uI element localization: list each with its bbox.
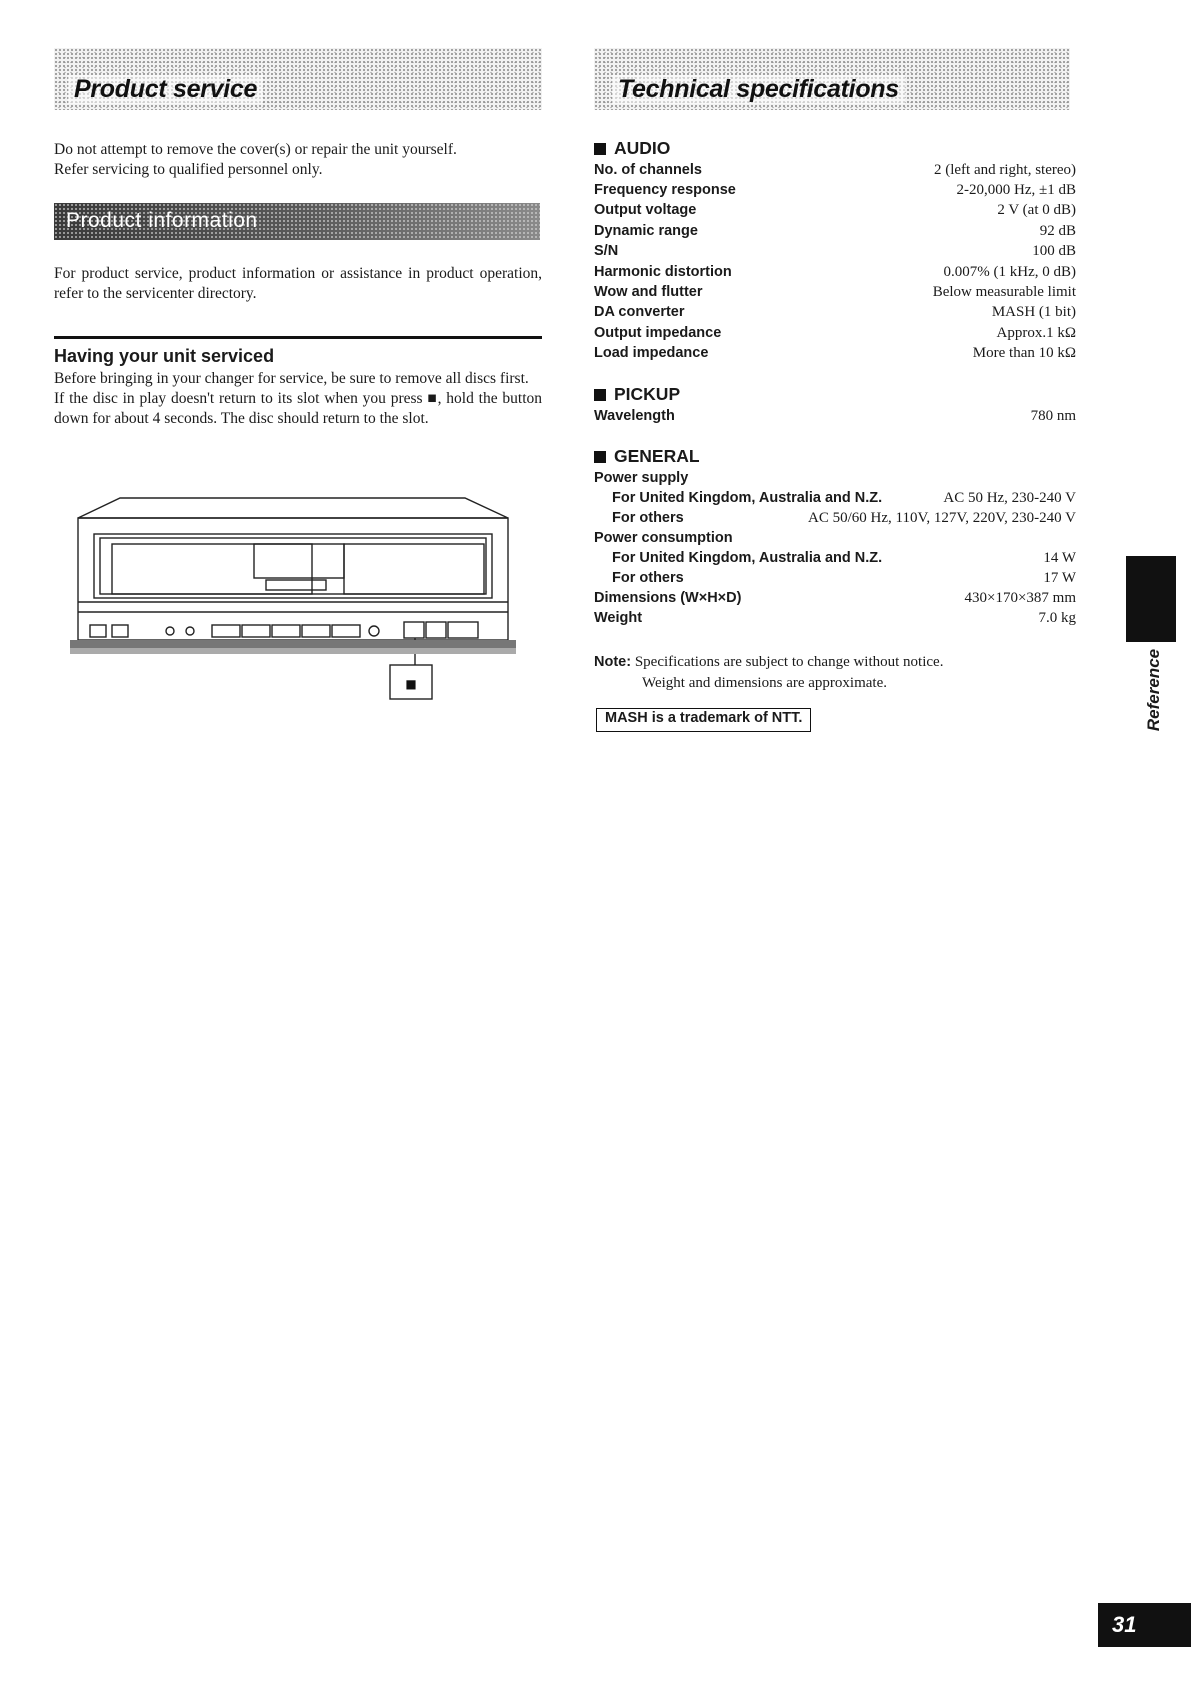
spec-list (594, 138, 1076, 658)
spec-row: Wow and flutter Below measurable limit (594, 284, 1076, 300)
square-bullet-icon (594, 143, 606, 155)
section-divider (54, 336, 542, 339)
product-information-title: Product information (66, 209, 258, 232)
spec-row: Output impedance Approx.1 kΩ (594, 325, 1076, 341)
general-heading: GENERAL (594, 446, 700, 467)
serviced-text-2: If the disc in play doesn't return to its slot when you press ■, hold the button down for about 4 seconds. The disc should return to the slot. (54, 390, 542, 427)
spec-row: Weight 7.0 kg (594, 610, 1076, 626)
service-warning-line-1: Do not attempt to remove the cover(s) or repair the unit yourself. (54, 141, 457, 158)
note-label: Note: (594, 654, 632, 670)
cd-changer-diagram (70, 480, 520, 740)
square-bullet-icon (594, 389, 606, 401)
product-service-banner (54, 48, 542, 110)
note-line-2: Weight and dimensions are approximate. (642, 675, 887, 691)
spec-row: Power consumption (594, 530, 733, 546)
spec-row: Dimensions (W×H×D) 430×170×387 mm (594, 590, 1076, 606)
spec-row: Output voltage 2 V (at 0 dB) (594, 202, 1076, 218)
spec-row: Load impedance More than 10 kΩ (594, 345, 1076, 361)
spec-row: Harmonic distortion 0.007% (1 kHz, 0 dB) (594, 264, 1076, 280)
service-warning-text (54, 140, 542, 180)
spec-row: For others 17 W (612, 570, 1076, 586)
serviced-text-1: Before bringing in your changer for service, be sure to remove all discs first. (54, 370, 529, 387)
spec-row: DA converter MASH (1 bit) (594, 304, 1076, 320)
pickup-heading: PICKUP (594, 384, 680, 405)
serviced-heading: Having your unit serviced (54, 346, 275, 366)
technical-specifications-title: Technical specifications (612, 75, 905, 104)
spec-row: S/N 100 dB (594, 243, 1076, 259)
spec-row: Dynamic range 92 dB (594, 223, 1076, 239)
page-number: 31 (1098, 1603, 1191, 1647)
service-warning-line-2: Refer servicing to qualified personnel only. (54, 161, 323, 178)
spec-row: For United Kingdom, Australia and N.Z. AC 50 Hz, 230-240 V (612, 490, 1076, 506)
spec-row: Frequency response 2-20,000 Hz, ±1 dB (594, 182, 1076, 198)
specifications-note (594, 652, 943, 694)
technical-specifications-banner (594, 48, 1070, 110)
spec-row: Wavelength 780 nm (594, 408, 1076, 424)
spec-row: For others AC 50/60 Hz, 110V, 127V, 220V, 230-240 V (612, 510, 1076, 526)
reference-tab-label: Reference (1144, 648, 1163, 732)
note-line-1: Specifications are subject to change without notice. (634, 654, 944, 670)
spec-row: For United Kingdom, Australia and N.Z. 14 W (612, 550, 1076, 566)
stop-button-callout: ■ (405, 677, 417, 691)
product-information-text: For product service, product information or assistance in product operation, refer to the servicenter directory. (54, 265, 542, 302)
product-information-banner (54, 203, 540, 240)
product-service-title: Product service (68, 75, 263, 104)
square-bullet-icon (594, 451, 606, 463)
audio-heading: AUDIO (594, 138, 670, 159)
trademark-notice: MASH is a trademark of NTT. (596, 708, 811, 732)
spec-row: Power supply (594, 470, 689, 486)
serviced-text (54, 369, 542, 429)
spec-row: No. of channels 2 (left and right, stereo) (594, 162, 1076, 178)
